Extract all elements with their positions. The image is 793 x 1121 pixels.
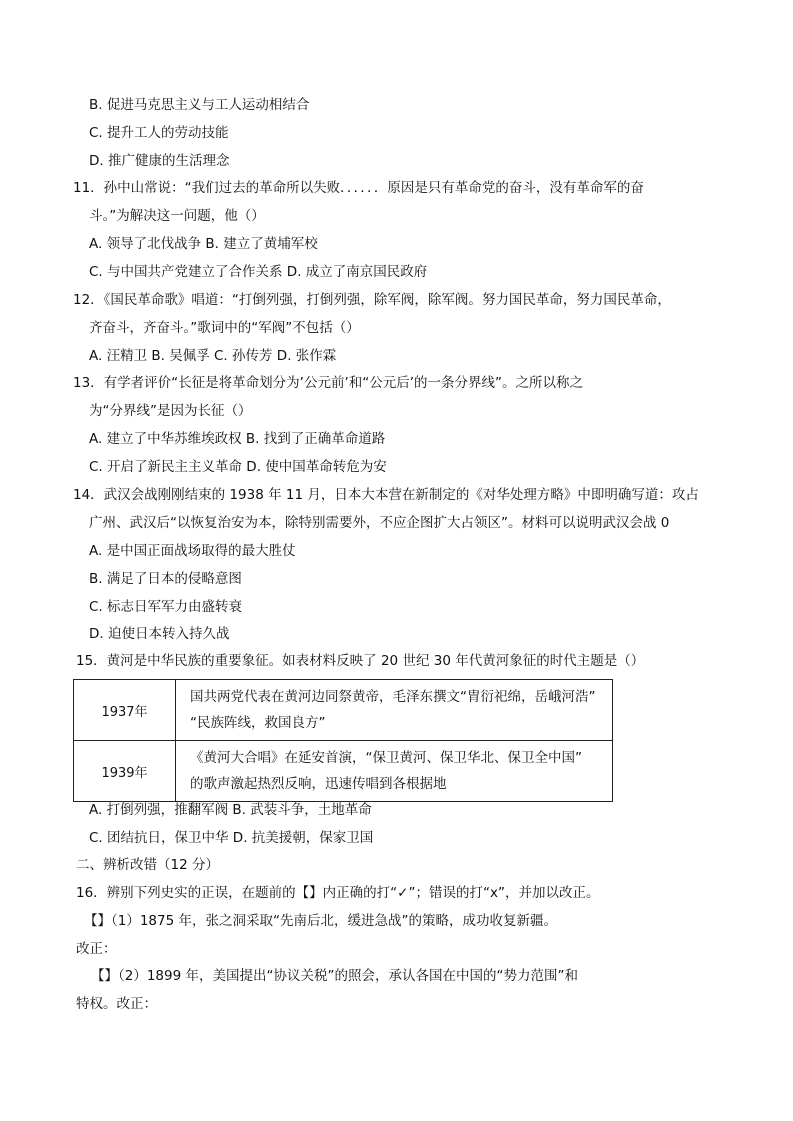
q16-item-2: 【】（2）1899 年，美国提出“协议关税”的照会，承认各国在中国的“势力范围”和 <box>91 968 578 984</box>
table-description-line: “民族阵线，救国良方” <box>190 715 326 731</box>
q14-option-a: A. 是中国正面战场取得的最大胜仗 <box>89 543 296 559</box>
table-row <box>74 741 613 802</box>
q14-option-c: C. 标志日军军力由盛转衰 <box>89 599 243 615</box>
q13-options-ab: A. 建立了中华苏维埃政权 B. 找到了正确革命道路 <box>89 431 386 447</box>
q12-stem-line-2: 齐奋斗，齐奋斗。”歌词中的“军阀”不包括（） <box>89 320 360 336</box>
q14-stem-line-1: 14．武汉会战刚刚结束的 1938 年 11 月，日本大本营在新制定的《对华处理方略》中即明确写道：攻占 <box>73 487 699 503</box>
q15-material-table <box>73 679 613 802</box>
q16-stem: 16．辨别下列史实的正误，在题前的【】内正确的打“✓”；错误的打“x”，并加以改正。 <box>76 885 600 901</box>
q11-options-cd: C. 与中国共产党建立了合作关系 D. 成立了南京国民政府 <box>89 264 428 280</box>
table-description-line: 国共两党代表在黄河边同祭黄帝，毛泽东撰文“胄衍祀绵，岳峨河浩” <box>190 689 596 705</box>
table-row <box>74 680 613 741</box>
table-description-cell <box>176 680 613 741</box>
table-year-cell: 1937年 <box>74 680 176 741</box>
q15-stem: 15．黄河是中华民族的重要象征。如表材料反映了 20 世纪 30 年代黄河象征的时代主题是（） <box>76 653 645 669</box>
table-year-cell: 1939年 <box>74 741 176 802</box>
q14-stem-line-2: 广州、武汉后“以恢复治安为本，除特别需要外，不应企图扩大占领区”。材料可以说明武汉会战 0 <box>89 515 670 531</box>
q14-option-d: D. 迫使日本转入持久战 <box>89 626 230 642</box>
q13-stem-line-1: 13．有学者评价“长征是将革命划分为’公元前’和“公元后’的一条分界线”。之所以称之 <box>73 375 584 391</box>
q11-stem-line-2: 斗。”为解决这一问题，他（） <box>89 208 265 224</box>
q16-item-1-correction-label: 改正： <box>76 941 117 957</box>
q16-item-2-continuation: 特权。改正： <box>76 996 157 1012</box>
table-description-cell <box>176 741 613 802</box>
q13-stem-line-2: 为“分界线”是因为长征（） <box>89 403 252 419</box>
q15-options-ab: A. 打倒列强，推翻军阀 B. 武装斗争，土地革命 <box>89 802 372 818</box>
q15-options-cd: C. 团结抗日，保卫中华 D. 抗美援朝，保家卫国 <box>89 830 374 846</box>
q16-item-1: 【】（1）1875 年，张之洞采取“先南后北，缓进急战”的策略，成功收复新疆。 <box>84 913 557 929</box>
q11-options-ab: A. 领导了北伐战争 B. 建立了黄埔军校 <box>89 236 318 252</box>
q10-option-c: C. 提升工人的劳动技能 <box>89 125 229 141</box>
q10-option-b: B. 促进马克思主义与工人运动相结合 <box>89 97 310 113</box>
q14-option-b: B. 满足了日本的侵略意图 <box>89 571 242 587</box>
table-description-line: 《黄河大合唱》在延安首演，“保卫黄河、保卫华北、保卫全中国” <box>190 750 582 766</box>
q13-options-cd: C. 开启了新民主主义革命 D. 使中国革命转危为安 <box>89 459 387 475</box>
q12-stem-line-1: 12．《国民革命歌》唱道：“打倒列强，打倒列强，除军阀，除军阀。努力国民革命，努力国民革命， <box>73 292 671 308</box>
q12-options: A. 汪精卫 B. 吴佩孚 C. 孙传芳 D. 张作霖 <box>89 348 337 364</box>
table-description-line: 的歌声激起热烈反响，迅速传唱到各根据地 <box>190 776 447 792</box>
q11-stem-line-1: 11．孙中山常说：“我们过去的革命所以失败．．．．．．原因是只有革命党的奋斗，没有革命军的奋 <box>73 180 644 196</box>
q10-option-d: D. 推广健康的生活理念 <box>89 153 230 169</box>
section-heading: 二、辨析改错（12 分） <box>76 857 219 873</box>
